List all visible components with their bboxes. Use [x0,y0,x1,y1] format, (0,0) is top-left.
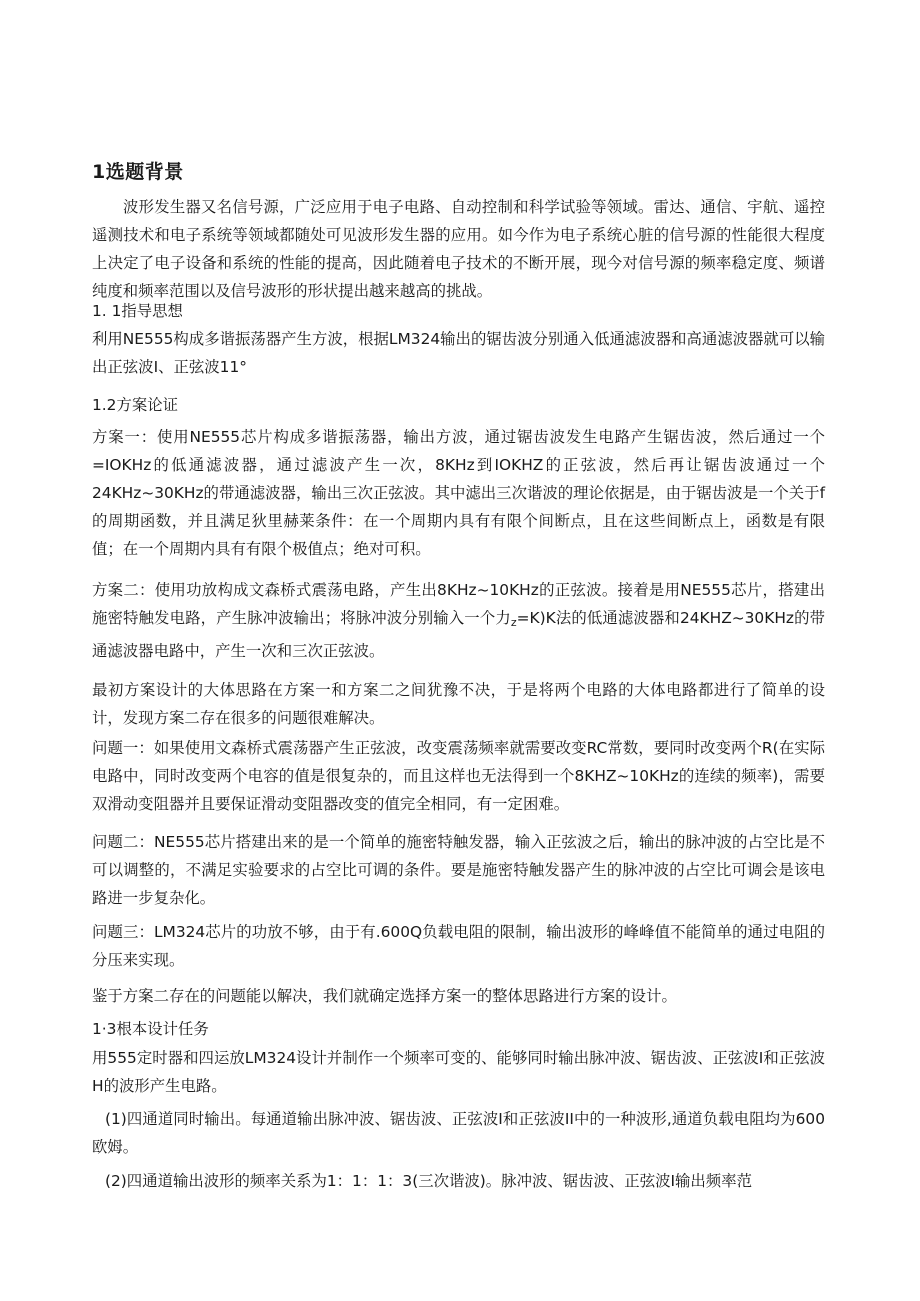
intro-paragraph: 波形发生器又名信号源，广泛应用于电子电路、自动控制和科学试验等领域。雷达、通信、宇航、遥控遥测技术和电子系统等领域都随处可见波形发生器的应用。如今作为电子系统心脏的信号源的性能很大程度上决定了电子设备和系统的性能的提高，因此随着电子技术的不断开展，现今对信号源的频率稳定度、频谱纯度和频率范围以及信号波形的形状提出越来越高的挑战。 [92,198,825,300]
plan-2-text-a: 方案二：使用功放构成文森桥式震荡电路，产生出8KHz~10KHz的正弦波。接着是用NE555芯片，搭建出施密特触发电路，产生脉冲波输出；将脉冲波分别输入一个力 [92,581,825,627]
paragraph-summary: 最初方案设计的大体思路在方案一和方案二之间犹豫不决，于是将两个电路的大体电路都进行了简单的设计，发现方案二存在很多的问题很难解决。 [92,681,825,727]
paragraph-1-1: 利用NE555构成多谐振荡器产生方波，根据LM324输出的锯齿波分别通入低通滤波器和高通滤波器就可以输出正弦波I、正弦波11° [92,330,825,376]
paragraph-problem-1: 问题一：如果使用文森桥式震荡器产生正弦波，改变震荡频率就需要改变RC常数，要同时改变两个R(在实际电路中，同时改变两个电容的值是很复杂的，而且这样也无法得到一个8KHZ~10KHz的连续的频率)，需要双滑动变阻器并且要保证滑动变阻器改变的值完全相同，有一定困难。 [92,739,825,813]
paragraph-plan-1: 方案一：使用NE555芯片构成多谐振荡器，输出方波，通过锯齿波发生电路产生锯齿波，然后通过一个=IOKHz的低通滤波器，通过滤波产生一次，8KHz到IOKHZ的正弦波，然后再让锯齿波通过一个24KHz~30KHz的带通滤波器，输出三次正弦波。其中滤出三次谐波的理论依据是，由于锯齿波是一个关于f的周期函数，并且满足狄里赫莱条件：在一个周期内具有有限个间断点，且在这些间断点上，函数是有限值；在一个周期内具有有限个极值点；绝对可积。 [92,428,825,558]
paragraph-plan-2 [92,576,825,665]
list-item-1: (1)四通道同时输出。每通道输出脉冲波、锯齿波、正弦波I和正弦波II中的一种波形,通道负载电阻均为600欧姆。 [92,1110,825,1156]
list-item-2: (2)四通道输出波形的频率关系为1：1：1：3(三次谐波)。脉冲波、锯齿波、正弦波I输出频率范 [105,1172,752,1190]
plan-2-text-b: =K)K法的低通滤波器和24KHZ~30KHz的带通滤波器电路中，产生一次和三次正弦波。 [92,609,825,660]
paragraph-1-3: 用555定时器和四运放LM324设计并制作一个频率可变的、能够同时输出脉冲波、锯齿波、正弦波I和正弦波H的波形产生电路。 [92,1049,825,1095]
subheading-1-3: 1·3根本设计任务 [92,1020,209,1038]
paragraph-problem-2: 问题二：NE555芯片搭建出来的是一个简单的施密特触发器，输入正弦波之后，输出的脉冲波的占空比是不可以调整的，不满足实验要求的占空比可调的条件。要是施密特触发器产生的脉冲波的占空比可调会是该电路进一步复杂化。 [92,833,825,907]
subheading-1-1: 1. 1指导思想 [92,302,183,320]
paragraph-conclusion: 鉴于方案二存在的问题能以解决，我们就确定选择方案一的整体思路进行方案的设计。 [92,987,677,1005]
plan-2-subscript: z [510,616,517,629]
paragraph-problem-3: 问题三：LM324芯片的功放不够，由于有.600Q负载电阻的限制，输出波形的峰峰值不能简单的通过电阻的分压来实现。 [92,923,825,969]
section-heading: 1选题背景 [92,161,184,183]
subheading-1-2: 1.2方案论证 [92,396,179,414]
